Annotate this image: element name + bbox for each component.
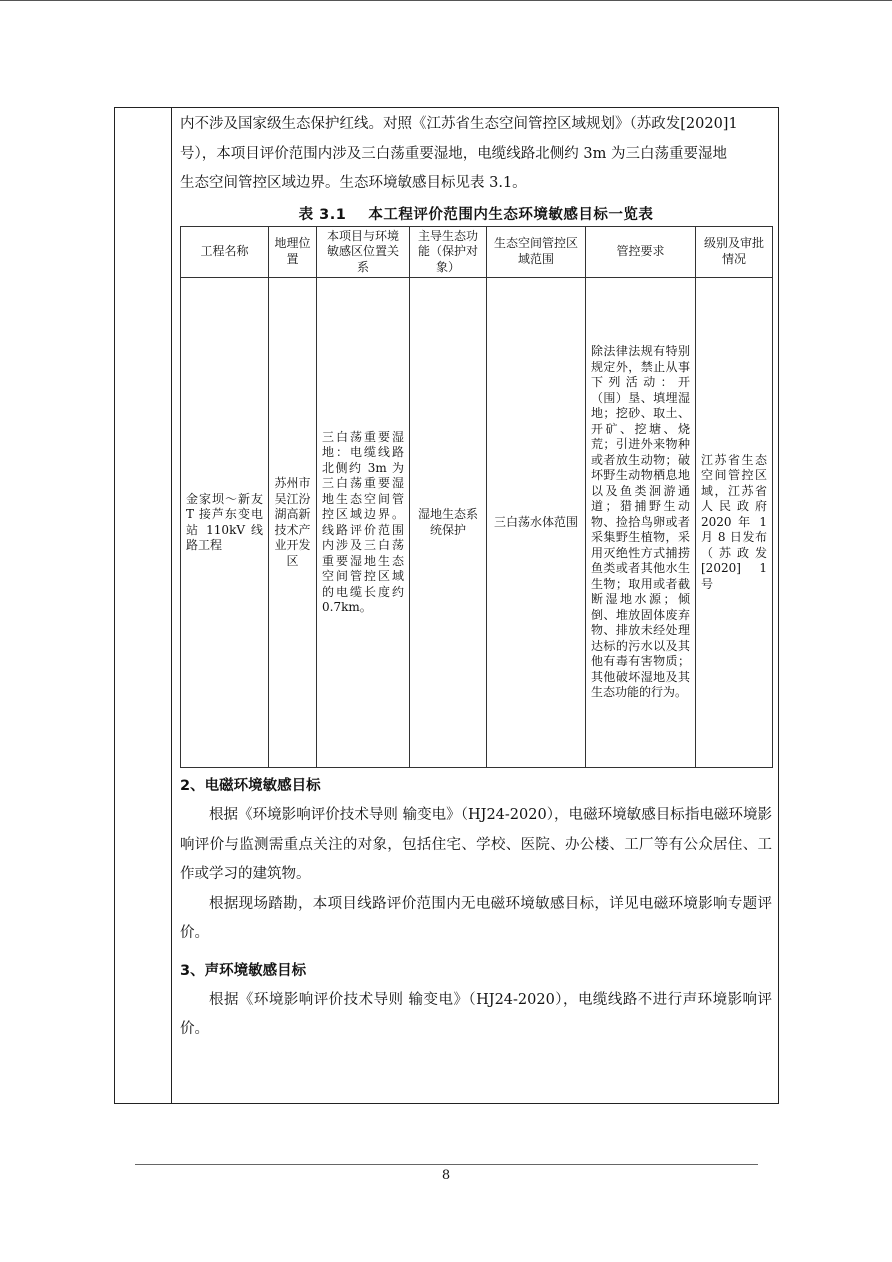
top-border-line [0, 0, 892, 1]
intro-line-3: 生态空间管控区域边界。生态环境敏感目标见表 3.1。 [180, 175, 527, 191]
header-scope: 生态空间管控区域范围 [487, 226, 586, 278]
cell-scope: 三白荡水体范围 [487, 278, 586, 768]
cell-project: 金家坝～新友 T 接芦东变电站 110kV 线路工程 [181, 278, 269, 768]
cell-approval: 江苏省生态空间管控区域，江苏省人民政府 2020 年 1 月 8 日发布（苏政发[2020] 1 号 [696, 278, 773, 768]
intro-line-1: 内不涉及国家级生态保护红线。对照《江苏省生态空间管控区域规划》（苏政发[2020]1 [180, 116, 738, 132]
table-header-row [181, 226, 773, 278]
header-approval: 级别及审批情况 [696, 226, 773, 278]
cell-requirements: 除法律法规有特别规定外，禁止从事下列活动：开（围）垦、填埋湿地；挖砂、取土、开矿、挖塘、烧荒；引进外来物种或者放生动物；破坏野生动物栖息地以及鱼类洄游通道；猎捕野生动物、捡拾鸟卵或者采集野生植物，采用灭绝性方式捕捞鱼类或者其他水生生物；取用或者截断湿地水源；倾倒、堆放固体废弃物、排放未经处理达标的污水以及其他有毒有害物质；其他破坏湿地及其生态功能的行为。 [586, 278, 696, 768]
cell-function: 湿地生态系统保护 [410, 278, 487, 768]
header-location: 地理位置 [269, 226, 317, 278]
footer-line [135, 1164, 758, 1165]
table-row [181, 278, 773, 768]
header-project-name: 工程名称 [181, 226, 269, 278]
eco-sensitive-target-table [180, 226, 773, 769]
page-number: 8 [441, 1168, 451, 1183]
section2-para2: 根据现场踏勘，本项目线路评价范围内无电磁环境敏感目标，详见电磁环境影响专题评价。 [180, 895, 772, 941]
frame-left-column-divider [171, 107, 172, 1104]
header-requirements: 管控要求 [586, 226, 696, 278]
main-content [180, 110, 772, 1045]
cell-relation: 三白荡重要湿地：电缆线路北侧约 3m 为三白荡重要湿地生态空间管控区域边界。线路评价范围内涉及三白荡重要湿地生态空间管控区域的电缆长度约 0.7km。 [317, 278, 410, 768]
section2-heading: 2、电磁环境敏感目标 [180, 778, 321, 794]
section3-heading: 3、声环境敏感目标 [180, 962, 307, 979]
section3-para1: 根据《环境影响评价技术导则 输变电》（HJ24-2020），电缆线路不进行声环境影响评价。 [180, 991, 772, 1037]
intro-line-2: 号），本项目评价范围内涉及三白荡重要湿地，电缆线路北侧约 3m 为三白荡重要湿地 [180, 145, 727, 162]
table-caption [180, 203, 772, 224]
header-function: 主导生态功能（保护对象） [410, 226, 487, 278]
table-number: 表 3.1 [298, 206, 347, 223]
table-title: 本工程评价范围内生态环境敏感目标一览表 [368, 206, 654, 223]
section2-para1: 根据《环境影响评价技术导则 输变电》（HJ24-2020），电磁环境敏感目标指电磁环境影响评价与监测需重点关注的对象，包括住宅、学校、医院、办公楼、工厂等有公众居住、工作或学习的建筑物。 [180, 807, 772, 882]
header-relation: 本项目与环境敏感区位置关系 [317, 226, 410, 278]
cell-location: 苏州市吴江汾湖高新技术产业开发区 [269, 278, 317, 768]
